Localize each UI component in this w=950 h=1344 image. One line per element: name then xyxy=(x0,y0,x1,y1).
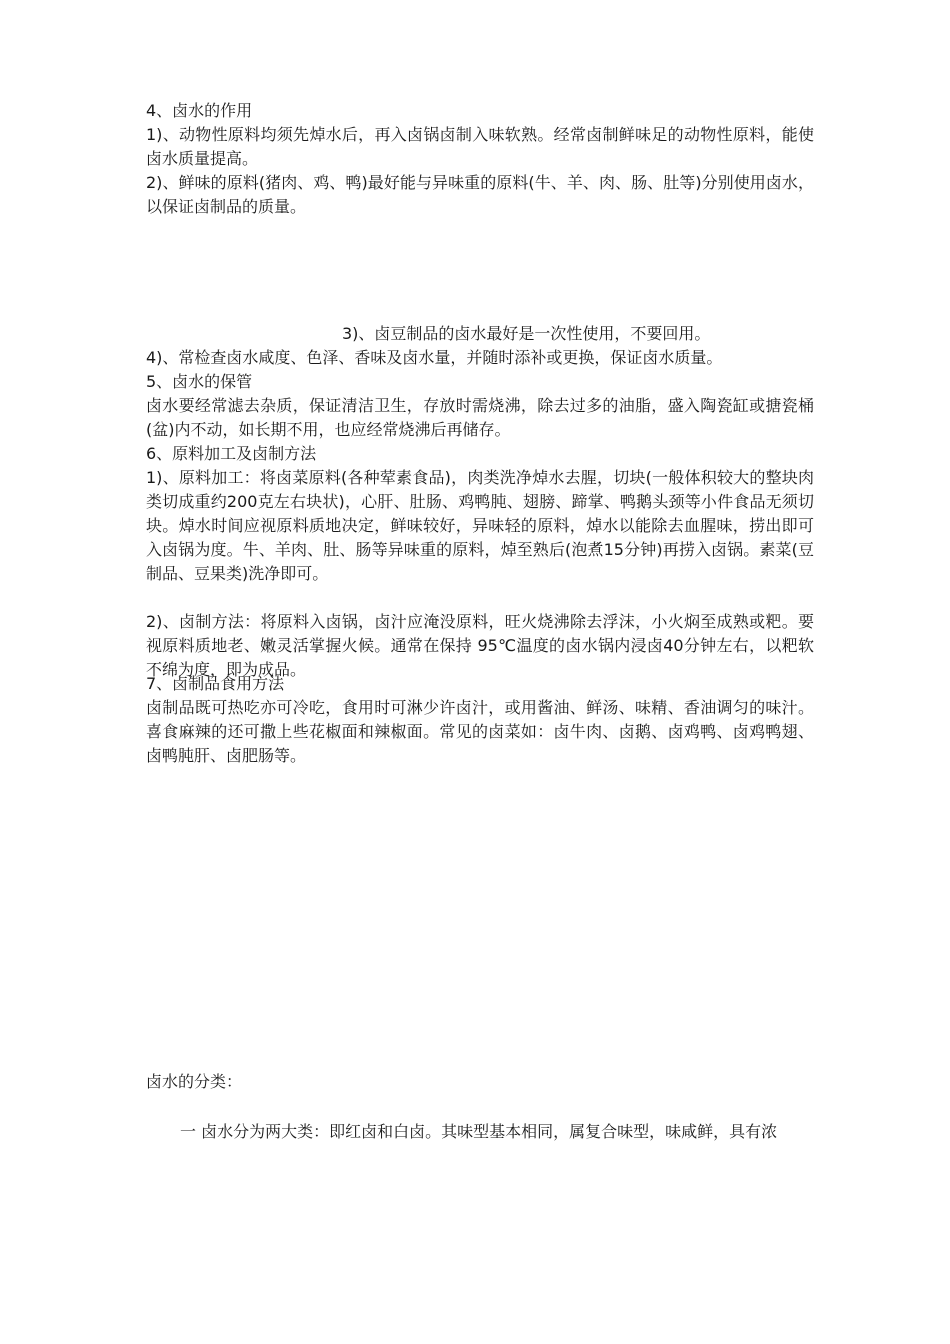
section-5-heading: 5、卤水的保管 xyxy=(146,372,253,391)
section-6-item-1: 1)、原料加工：将卤菜原料(各种荤素食品)，肉类洗净焯水去腥，切块(一般体积较大的整块肉类切成重约200克左右块状)，心肝、肚肠、鸡鸭肫、翅膀、蹄掌、鸭鹅头颈等小件食品无须切块。焯水时间应视原料质地决定，鲜味较好，异味轻的原料，焯水以能除去血腥味，捞出即可入卤锅为度。牛、羊肉、肚、肠等异味重的原料，焯至熟后(泡煮15分钟)再捞入卤锅。素菜(豆制品、豆果类)洗净即可。 xyxy=(146,468,814,583)
classification-heading: 卤水的分类： xyxy=(146,1072,243,1091)
classification-body: 一 卤水分为两大类：即红卤和白卤。其味型基本相同，属复合味型，味咸鲜，具有浓 xyxy=(180,1122,778,1141)
section-4-heading: 4、卤水的作用 xyxy=(146,101,253,120)
section-6-item-2: 2)、卤制方法：将原料入卤锅，卤汁应淹没原料，旺火烧沸除去浮沫，小火焖至成熟或粑。要视原料质地老、嫩灵活掌握火候。通常在保持 95℃温度的卤水锅内浸卤40分钟左右，以粑软不绵为度，即为成品。 xyxy=(146,612,814,679)
section-4-item-2: 2)、鲜味的原料(猪肉、鸡、鸭)最好能与异味重的原料(牛、羊、肉、肠、肚等)分别使用卤水，以保证卤制品的质量。 xyxy=(146,173,814,216)
section-4-item-4: 4)、常检查卤水咸度、色泽、香味及卤水量，并随时添补或更换，保证卤水质量。 xyxy=(146,348,723,367)
section-4-item-1: 1)、动物性原料均须先焯水后，再入卤锅卤制入味软熟。经常卤制鲜味足的动物性原料，能使卤水质量提高。 xyxy=(146,125,814,168)
section-7-body: 卤制品既可热吃亦可冷吃，食用时可淋少许卤汁，或用酱油、鲜汤、味精、香油调匀的味汁。喜食麻辣的还可撒上些花椒面和辣椒面。常见的卤菜如：卤牛肉、卤鹅、卤鸡鸭、卤鸡鸭翅、卤鸭肫肝、卤肥肠等。 xyxy=(146,698,814,765)
section-6-heading: 6、原料加工及卤制方法 xyxy=(146,444,317,463)
section-4-item-3: 3)、卤豆制品的卤水最好是一次性使用，不要回用。 xyxy=(342,324,711,343)
section-5-body: 卤水要经常滤去杂质，保证清洁卫生，存放时需烧沸，除去过多的油脂，盛入陶瓷缸或搪瓷桶(盆)内不动，如长期不用，也应经常烧沸后再储存。 xyxy=(146,396,814,439)
section-7-heading: 7、卤制品食用方法 xyxy=(146,674,285,693)
